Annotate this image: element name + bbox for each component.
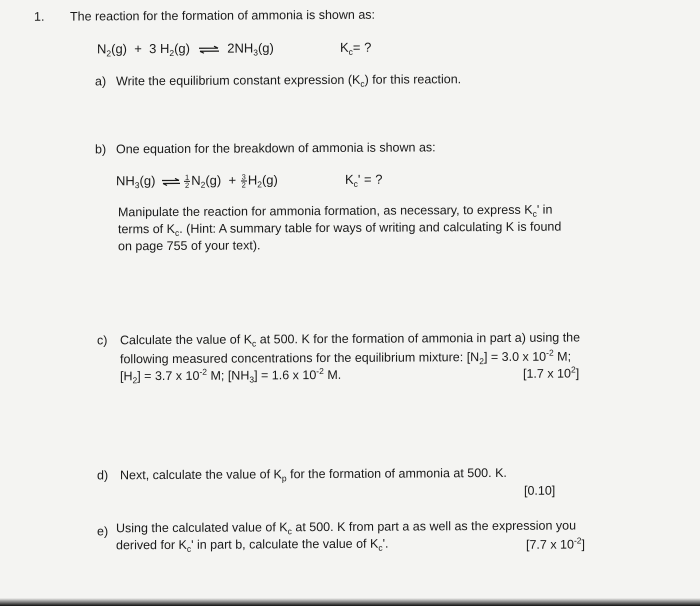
equilibrium-arrow-icon bbox=[198, 45, 220, 53]
part-e-line2: derived for $K_c'$ in part b, calculate the value of $K_c'$. bbox=[116, 536, 389, 554]
part-b-instruction-line1: Manipulate the reaction for ammonia formation, as necessary, to express $K_c'$ in bbox=[118, 202, 553, 220]
part-d-answer: [0.10] bbox=[524, 483, 556, 498]
part-a-label: a) bbox=[95, 74, 107, 89]
fraction-one-half: $\frac{1}{2}$ bbox=[185, 172, 190, 190]
part-b-instruction-line2: terms of $K_c$. (Hint: A summary table for ways of writing and calculating K is found bbox=[118, 219, 562, 238]
page-edge-shadow bbox=[0, 598, 700, 606]
part-b-label: b) bbox=[95, 142, 107, 157]
part-c-label: c) bbox=[97, 333, 108, 348]
part-d-label: d) bbox=[97, 468, 109, 483]
question-number: 1. bbox=[34, 9, 45, 24]
part-c-answer: [1.7 x $10^2$] bbox=[523, 364, 580, 381]
formation-kc: $K_c=$ ? bbox=[340, 39, 372, 57]
part-a-text: Write the equilibrium constant expression $(K_c)$ for this reaction. bbox=[116, 72, 462, 89]
part-c-line1: Calculate the value of $K_c$ at 500. K for the formation of ammonia in part a) using the bbox=[120, 330, 581, 349]
formation-equation: $N_2(g) + 3$ $H_2(g)$ $2NH_3(g)$ bbox=[97, 40, 274, 59]
part-e-line1: Using the calculated value of $K_c$ at 500. K from part a as well as the expression you bbox=[116, 518, 577, 537]
breakdown-kc: $K_c'$ = ? bbox=[345, 171, 383, 189]
part-d-text: Next, calculate the value of $K_p$ for the formation of ammonia at 500. K. bbox=[120, 465, 507, 484]
part-c-line3: $[H_2] = 3.7$ x $10^{-2}$ M; $[NH_3] = 1.6$ x $10^{-2}$ M. bbox=[120, 366, 342, 386]
part-b-intro: One equation for the breakdown of ammonia is shown as: bbox=[116, 140, 436, 157]
part-e-label: e) bbox=[97, 524, 109, 539]
part-e-answer: [7.7 x $10^{-2}$] bbox=[526, 535, 585, 552]
question-intro: The reaction for the formation of ammonia is shown as: bbox=[70, 7, 376, 24]
equilibrium-arrow-icon bbox=[161, 177, 181, 185]
part-b-instruction-line3: on page 755 of your text). bbox=[118, 238, 261, 254]
part-c-line2: following measured concentrations for the equilibrium mixture: $[N_2] = 3.0$ x $10^{-2}$ M; bbox=[120, 347, 572, 367]
fraction-three-halves: $\frac{3}{2}$ bbox=[241, 172, 246, 190]
breakdown-equation: $NH_3(g)$ $\frac{1}{2}$ $N_2(g)$ + $\frac{3}{2}$ $H_2(g)$ bbox=[116, 172, 278, 191]
